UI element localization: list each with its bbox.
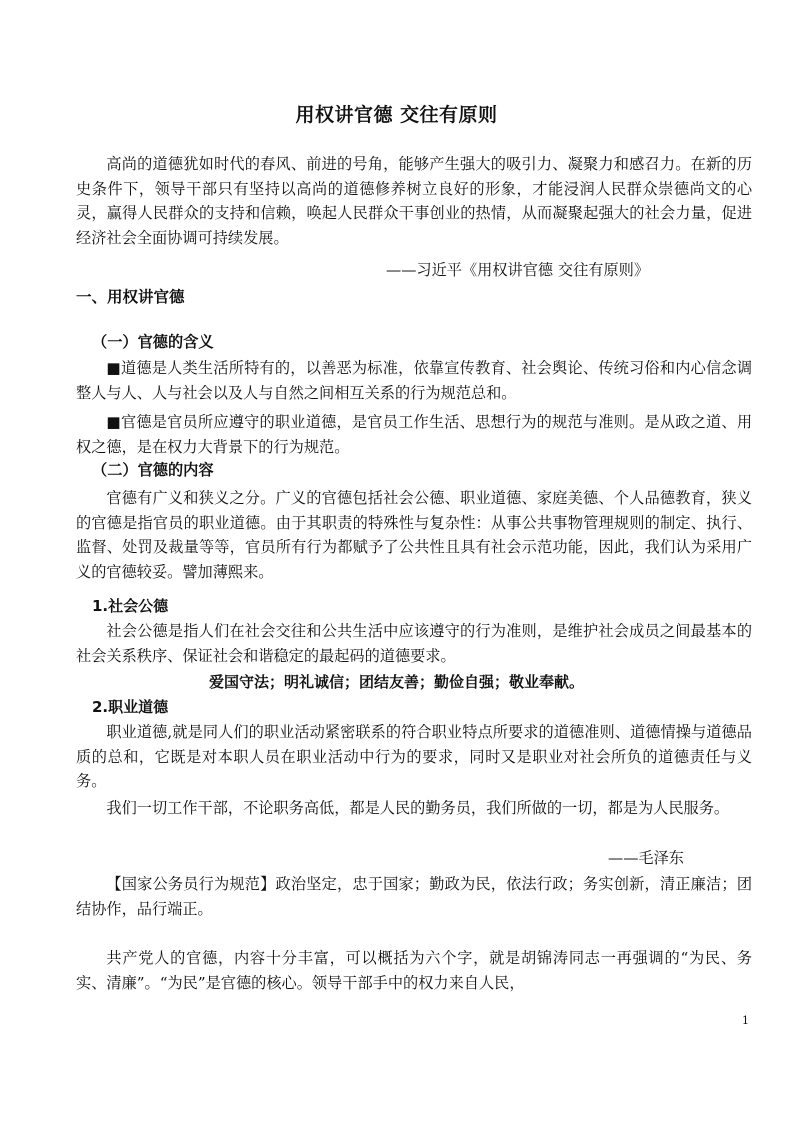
professional-ethics-paragraph: 职业道德,就是同人们的职业活动紧密联系的符合职业特点所要求的道德准则、道德情操与道德品质的总和，它既是对本职人员在职业活动中行为的要求，同时又是职业对社会所负的道德责任与义务。 (76, 723, 752, 791)
definition-official-ethics-text: 官德是官员所应遵守的职业道德，是官员工作生活、思想行为的规范与准则。是从政之道、用权之德，是在权力大背景下的行为规范。 (76, 413, 752, 456)
definition-official-ethics (76, 410, 752, 459)
content-paragraph: 官德有广义和狭义之分。广义的官德包括社会公德、职业道德、家庭美德、个人品德教育，狭义的官德是指官员的职业道德。由于其职责的特殊性与复杂性：从事公共事物管理规则的制定、执行、监督、处罚及裁量等等，官员所有行为都赋予了公共性且具有社会示范功能，因此，我们认为采用广义的官德较妥。譬加薄熙来。 (76, 489, 752, 581)
subsection-heading-meaning: （一）官德的含义 (92, 333, 214, 351)
page-number: 1 (742, 1014, 749, 1027)
closing-paragraph: 共产党人的官德，内容十分丰富，可以概括为六个字，就是胡锦涛同志一再强调的“为民、务实、清廉”。“为民”是官德的核心。领导干部手中的权力来自人民， (76, 949, 752, 992)
item-heading-professional-ethics: 2.职业道德 (92, 698, 169, 716)
definition-morality (76, 356, 752, 405)
subsection-heading-content: （二）官德的内容 (92, 461, 214, 479)
mao-attribution: ——毛泽东 (608, 849, 684, 867)
bullet-icon: ■ (106, 359, 121, 377)
intro-quote: 高尚的道德犹如时代的春风、前进的号角，能够产生强大的吸引力、凝聚力和感召力。在新的历史条件下，领导干部只有坚持以高尚的道德修养树立良好的形象，才能浸润人民群众崇德尚文的心灵，赢得人民群众的支持和信赖，唤起人民群众干事创业的热情，从而凝聚起强大的社会力量，促进经济社会全面协调可持续发展。 (76, 155, 752, 247)
bullet-icon: ■ (106, 413, 121, 431)
document-title: 用权讲官德 交往有原则 (295, 104, 498, 126)
intro-attribution: ——习近平《用权讲官德 交往有原则》 (386, 261, 650, 279)
mao-quote: 我们一切工作干部，不论职务高低，都是人民的勤务员，我们所做的一切，都是为人民服务。 (106, 799, 730, 817)
social-ethics-motto: 爱国守法；明礼诚信；团结友善；勤俭自强；敬业奉献。 (208, 673, 584, 691)
section-heading: 一、用权讲官德 (76, 288, 185, 306)
civil-servant-code: 【国家公务员行为规范】政治坚定，忠于国家；勤政为民，依法行政；务实创新，清正廉洁；团结协作，品行端正。 (76, 875, 752, 918)
item-heading-social-ethics: 1.社会公德 (92, 597, 169, 615)
social-ethics-paragraph: 社会公德是指人们在社会交往和公共生活中应该遵守的行为准则，是维护社会成员之间最基本的社会关系秩序、保证社会和谐稳定的最起码的道德要求。 (76, 622, 752, 665)
definition-morality-text: 道德是人类生活所特有的，以善恶为标准，依靠宣传教育、社会舆论、传统习俗和内心信念调整人与人、人与社会以及人与自然之间相互关系的行为规范总和。 (76, 359, 752, 402)
